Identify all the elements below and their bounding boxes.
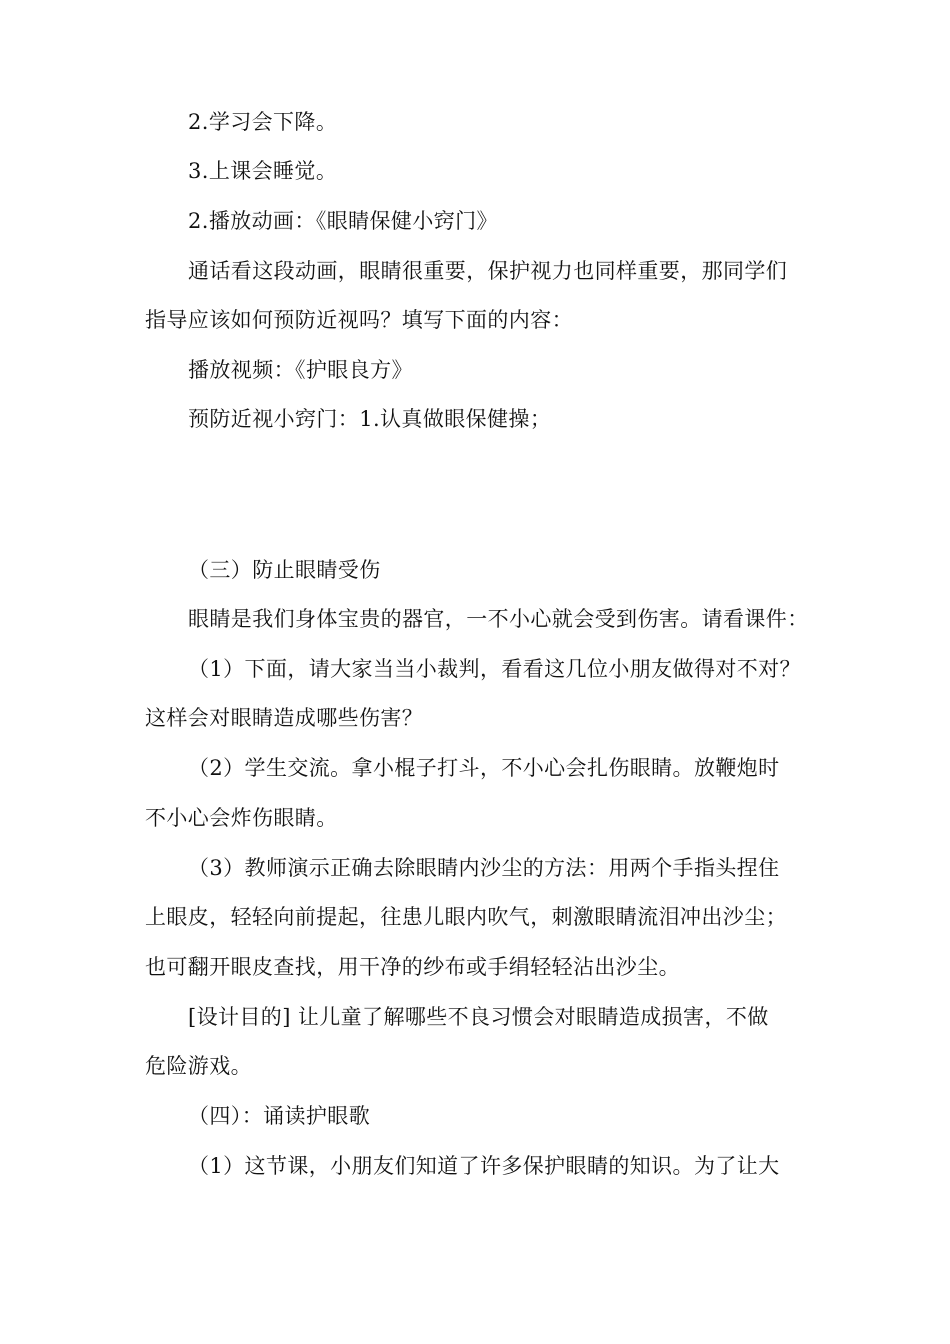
text-line: 这样会对眼睛造成哪些伤害？ xyxy=(145,706,424,730)
text-line: （3）教师演示正确去除眼睛内沙尘的方法：用两个手指头捏住 xyxy=(188,856,780,880)
text-line: 不小心会炸伤眼睛。 xyxy=(145,806,338,830)
text-line: [设计目的] 让儿童了解哪些不良习惯会对眼睛造成损害，不做 xyxy=(188,1005,769,1029)
text-line: 2.学习会下降。 xyxy=(188,110,338,134)
section-heading: （四）：诵读护眼歌 xyxy=(188,1104,371,1128)
text-line: （1）下面，请大家当当小裁判，看看这几位小朋友做得对不对？ xyxy=(188,657,801,681)
text-line: 3.上课会睡觉。 xyxy=(188,159,338,183)
text-line: 眼睛是我们身体宝贵的器官，一不小心就会受到伤害。请看课件： xyxy=(188,607,809,631)
text-line: 上眼皮，轻轻向前提起，往患儿眼内吹气，刺激眼睛流泪冲出沙尘； xyxy=(145,905,787,929)
text-line: （2）学生交流。拿小棍子打斗，不小心会扎伤眼睛。放鞭炮时 xyxy=(188,756,780,780)
text-line: 播放视频：《护眼良方》 xyxy=(188,358,413,382)
text-line: 危险游戏。 xyxy=(145,1054,252,1078)
text-line: 也可翻开眼皮查找，用干净的纱布或手绢轻轻沾出沙尘。 xyxy=(145,955,680,979)
text-line: 指导应该如何预防近视吗？填写下面的内容： xyxy=(145,308,573,332)
text-line: （1）这节课，小朋友们知道了许多保护眼睛的知识。为了让大 xyxy=(188,1154,780,1178)
text-line: 2.播放动画：《眼睛保健小窍门》 xyxy=(188,209,498,233)
text-line: 预防近视小窍门：1.认真做眼保健操； xyxy=(188,407,552,431)
section-heading: （三）防止眼睛受伤 xyxy=(188,558,381,582)
text-line: 通话看这段动画，眼睛很重要，保护视力也同样重要，那同学们 xyxy=(188,259,788,283)
